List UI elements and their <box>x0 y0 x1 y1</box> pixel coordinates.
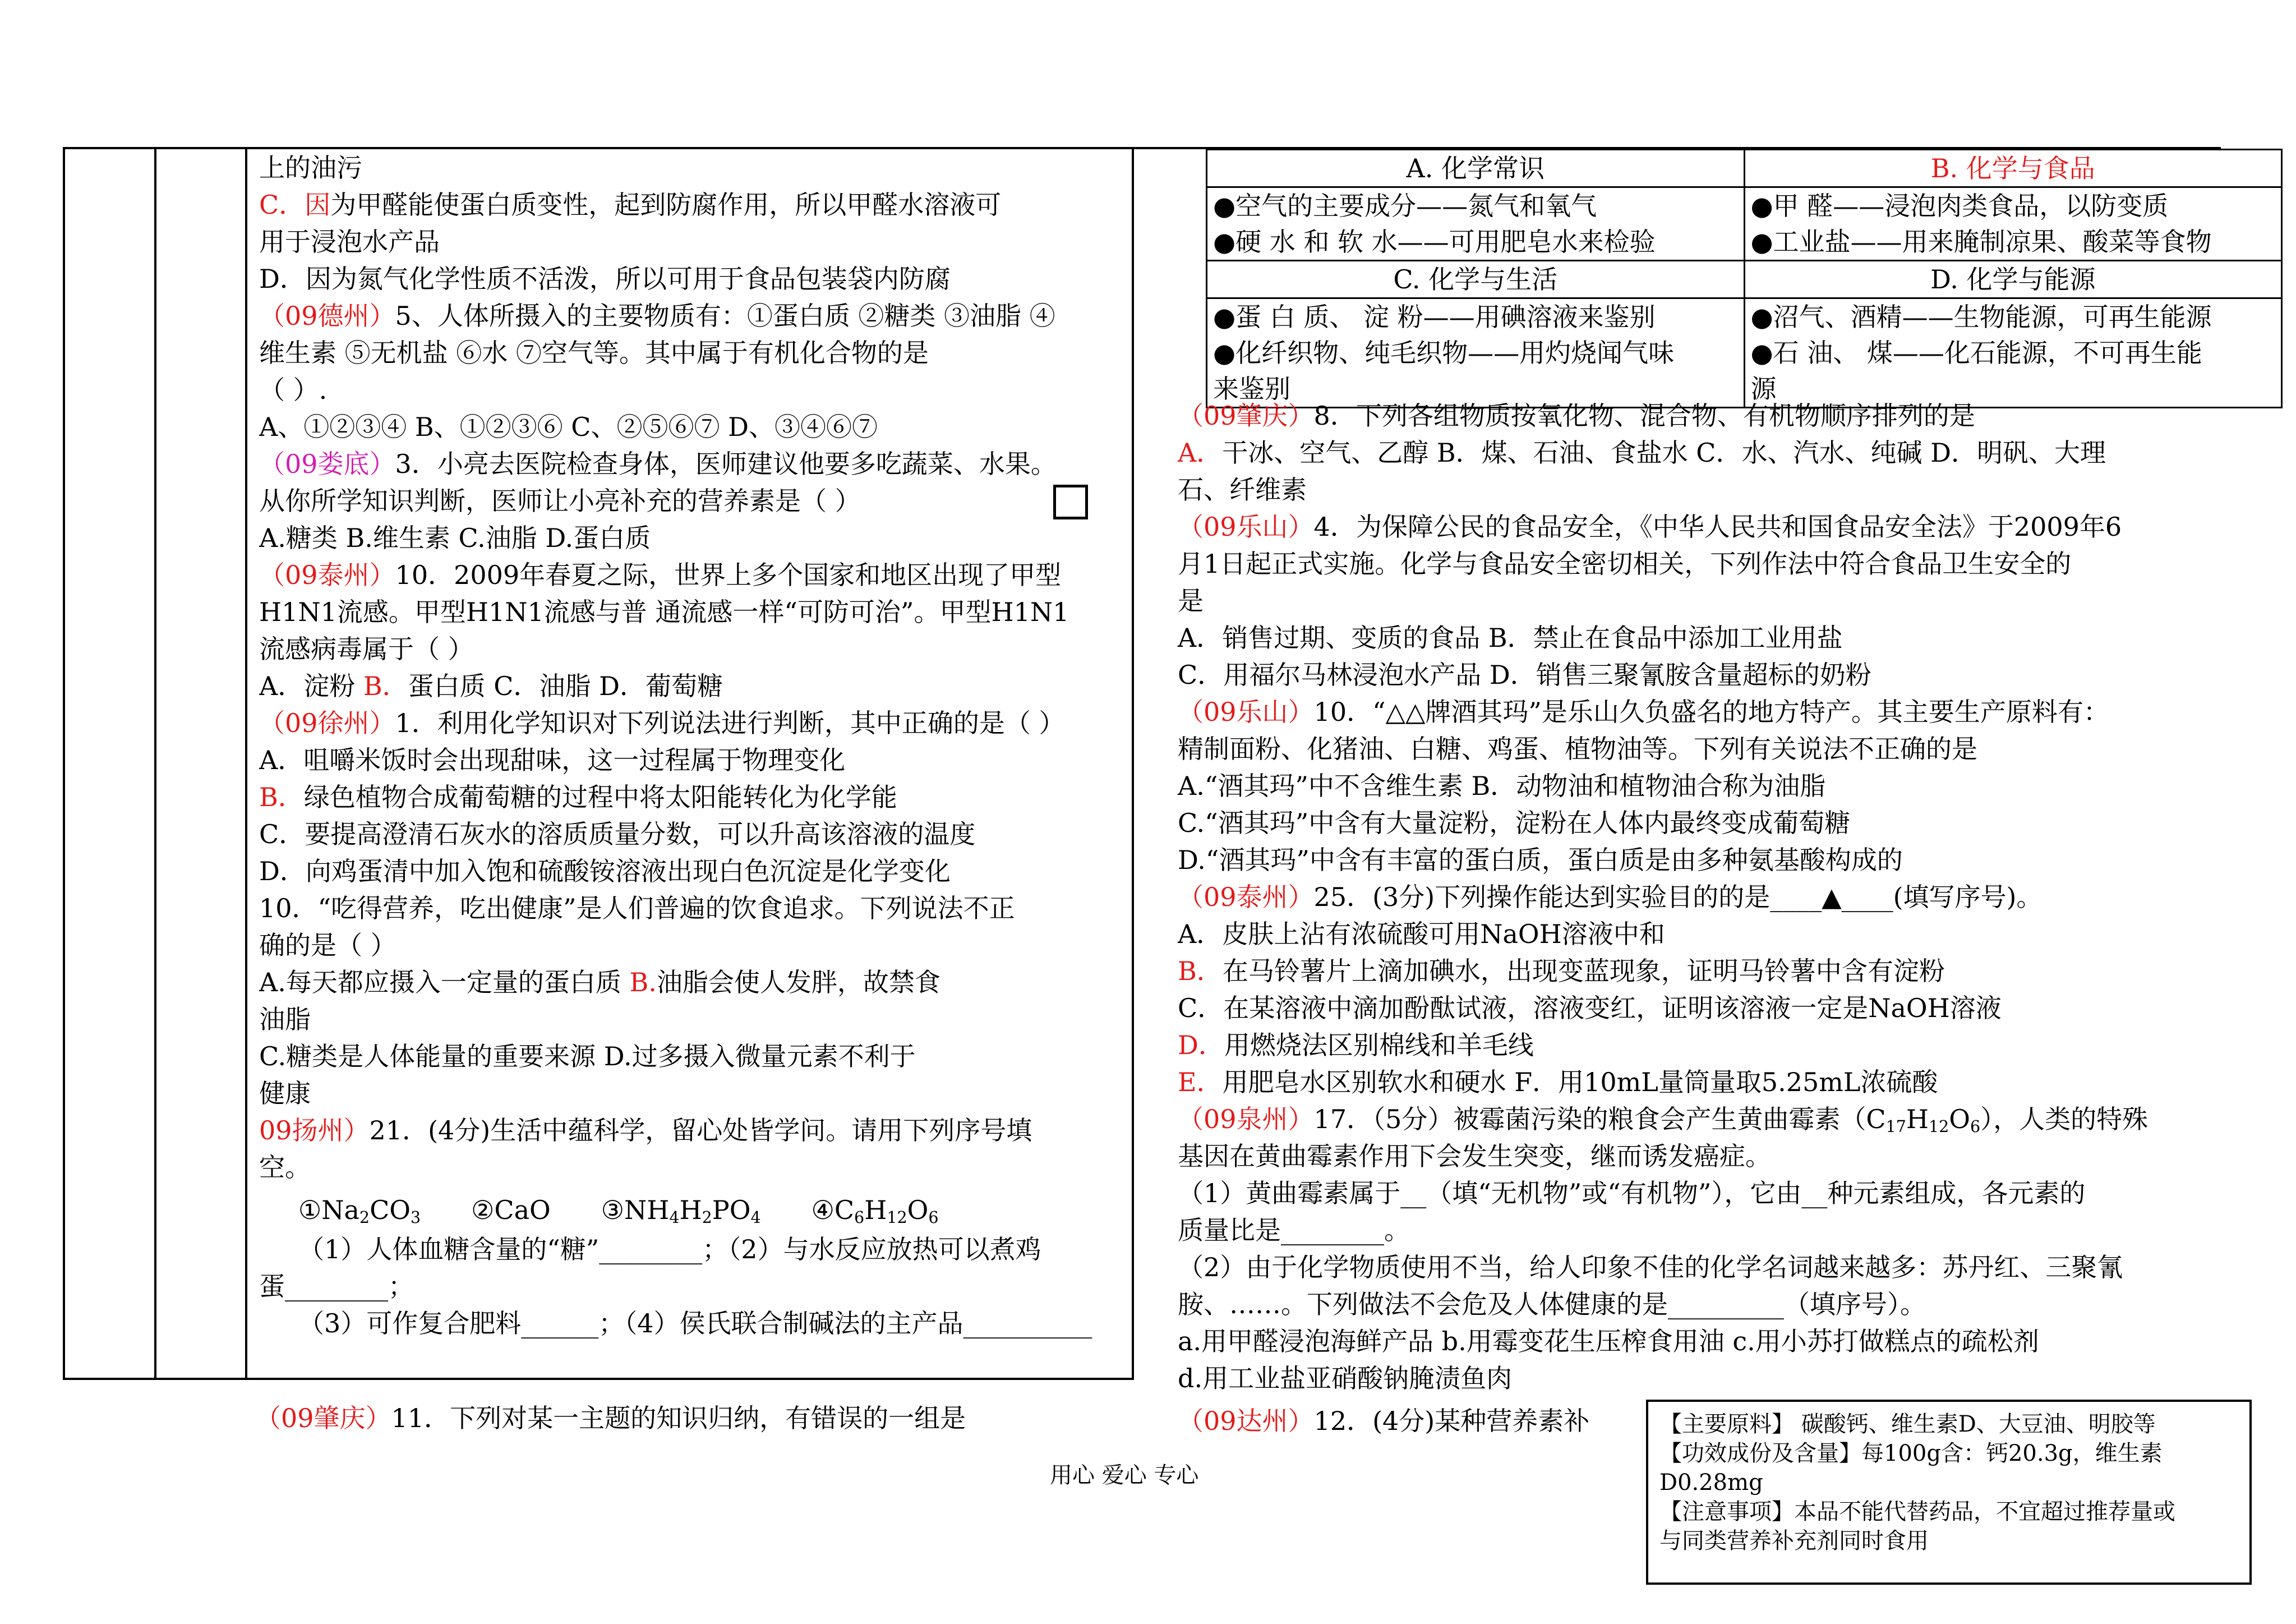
right-line: 胺、……。下列做法不会危及人体健康的是_________（填序号）。 <box>1178 1289 1926 1319</box>
right-line: A.“酒其玛”中不含维生素 B．动物油和植物油合称为油脂 <box>1178 771 1826 801</box>
left-box-top <box>63 147 1134 149</box>
left-box-edge-4 <box>1132 147 1134 1380</box>
right-line: 基因在黄曲霉素作用下会发生突变，继而诱发癌症。 <box>1178 1141 1771 1171</box>
left-line: 上的油污 <box>259 155 362 183</box>
right-line: C.“酒其玛”中含有大量淀粉，淀粉在人体内最终变成葡萄糖 <box>1178 808 1851 838</box>
knowledge-table <box>1206 149 2283 408</box>
left-box-edge-1 <box>63 147 65 1380</box>
left-line: （ ）. <box>259 375 328 405</box>
table-head-c: C. 化学与生活 <box>1207 261 1745 298</box>
right-line: （09乐山）10．“△△牌酒其玛”是乐山久负盛名的地方特产。其主要生产原料有： <box>1178 697 2109 727</box>
right-line: 质量比是________。 <box>1178 1215 1410 1245</box>
left-box-edge-2 <box>154 147 156 1380</box>
table-head-a: A. 化学常识 <box>1207 150 1745 187</box>
right-line: 是 <box>1178 586 1204 616</box>
table-cell-a: ●空气的主要成分——氮气和氧气 ●硬 水 和 软 水——可用肥皂水来检验 <box>1207 187 1745 261</box>
left-line: 油脂 <box>259 1004 311 1034</box>
right-line: （09肇庆）8．下列各组物质按氧化物、混合物、有机物顺序排列的是 <box>1178 401 1975 431</box>
left-line: B．绿色植物合成葡萄糖的过程中将太阳能转化为化学能 <box>259 782 897 812</box>
right-line: D.“酒其玛”中含有丰富的蛋白质，蛋白质是由多种氨基酸构成的 <box>1178 845 1903 875</box>
left-line: A.糖类 B.维生素 C.油脂 D.蛋白质 <box>259 523 651 553</box>
left-line: （09娄底）3．小亮去医院检查身体，医师建议他要多吃蔬菜、水果。 <box>259 449 1057 479</box>
right-line: （09泰州）25．(3分)下列操作能达到实验目的的是____▲____(填写序号)。 <box>1178 882 2043 912</box>
right-line: E．用肥皂水区别软水和硬水 F．用10mL量筒量取5.25mL浓硫酸 <box>1178 1067 1938 1097</box>
right-line: A．销售过期、变质的食品 B．禁止在食品中添加工业用盐 <box>1178 623 1843 653</box>
left-line: （3）可作复合肥料______；（4）侯氏联合制碱法的主产品__________ <box>298 1308 1092 1338</box>
left-line: 空。 <box>259 1152 311 1183</box>
left-box-bottom <box>63 1378 1134 1380</box>
left-column-text <box>259 155 1128 1375</box>
right-line: （1）黄曲霉素属于__（填“无机物”或“有机物”），它由__种元素组成，各元素的 <box>1178 1178 2086 1208</box>
answer-square <box>1053 485 1088 519</box>
left-line: C．要提高澄清石灰水的溶质质量分数，可以升高该溶液的温度 <box>259 819 976 849</box>
table-cell-d: ●沼气、酒精——生物能源，可再生能源 ●石 油、 煤——化石能源，不可再生能 源 <box>1744 298 2282 408</box>
table-cell-c: ●蛋 白 质、 淀 粉——用碘溶液来鉴别 ●化纤织物、纯毛织物——用灼烧闻气味 来鉴别 <box>1207 298 1745 408</box>
formula-line: $①Na_2CO_3$ ②CaO $③NH_4H_2PO_4$ $④C_6H_{12}O_6$ <box>298 1195 939 1227</box>
left-line: C．因为甲醛能使蛋白质变性，起到防腐作用，所以甲醛水溶液可 <box>259 190 1002 220</box>
left-line: 用于浸泡水产品 <box>259 227 440 257</box>
right-line: D．用燃烧法区别棉线和羊毛线 <box>1178 1030 1534 1060</box>
right-line: 月1日起正式实施。化学与食品安全密切相关，下列作法中符合食品卫生安全的 <box>1178 549 2072 579</box>
right-line: A．皮肤上沾有浓硫酸可用NaOH溶液中和 <box>1178 919 1665 949</box>
left-line: A.每天都应摄入一定量的蛋白质 B.油脂会使人发胖，故禁食 <box>259 967 940 997</box>
right-line: （2）由于化学物质使用不当，给人印象不佳的化学名词越来越多：苏丹红、三聚氰 <box>1178 1252 2123 1282</box>
right-line: d.用工业盐亚硝酸钠腌渍鱼肉 <box>1178 1363 1513 1393</box>
question-12-dazhou: （09达州）12．(4分)某种营养素补 <box>1178 1406 1590 1436</box>
right-line: C．在某溶液中滴加酚酞试液，溶液变红，证明该溶液一定是NaOH溶液 <box>1178 993 2002 1023</box>
right-line: C．用福尔马林浸泡水产品 D．销售三聚氰胺含量超标的奶粉 <box>1178 660 1871 690</box>
right-line: 精制面粉、化猪油、白糖、鸡蛋、植物油等。下列有关说法不正确的是 <box>1178 734 1977 764</box>
left-line: 从你所学知识判断，医师让小亮补充的营养素是（ ） <box>259 486 861 516</box>
left-line: 流感病毒属于（ ） <box>259 634 474 664</box>
question-11-zhaoqing: （09肇庆）11．下列对某一主题的知识归纳，有错误的一组是 <box>255 1403 966 1433</box>
left-line: （09德州）5、人体所摄入的主要物质有：①蛋白质 ②糖类 ③油脂 ④ <box>259 301 1055 331</box>
footer-motto: 用心 爱心 专心 <box>1050 1462 1199 1488</box>
table-head-d: D. 化学与能源 <box>1744 261 2282 298</box>
left-box-edge-3 <box>245 147 247 1380</box>
left-line: 健康 <box>259 1078 311 1108</box>
right-line: a.用甲醛浸泡海鲜产品 b.用霉变花生压榨食用油 c.用小苏打做糕点的疏松剂 <box>1178 1326 2039 1356</box>
left-line: H1N1流感。甲型H1N1流感与普 通流感一样“可防可治”。甲型H1N1 <box>259 597 1069 627</box>
right-line: B．在马铃薯片上滴加碘水，出现变蓝现象，证明马铃薯中含有淀粉 <box>1178 956 1945 986</box>
table-head-b: B. 化学与食品 <box>1744 150 2282 187</box>
left-line: D．向鸡蛋清中加入饱和硫酸铵溶液出现白色沉淀是化学变化 <box>259 856 951 886</box>
right-line: （09乐山）4．为保障公民的食品安全，《中华人民共和国食品安全法》于2009年6 <box>1178 512 2122 542</box>
left-line: 09扬州）21．(4分)生活中蕴科学，留心处皆学问。请用下列序号填 <box>259 1115 1032 1145</box>
left-line: C.糖类是人体能量的重要来源 D.过多摄入微量元素不利于 <box>259 1041 916 1071</box>
left-line: A．淀粉 B．蛋白质 C．油脂 D．葡萄糖 <box>259 671 723 701</box>
left-line: （1）人体血糖含量的“糖”________；（2）与水反应放热可以煮鸡 <box>298 1234 1041 1264</box>
right-line: 石、纤维素 <box>1178 475 1307 505</box>
left-line: A、①②③④ B、①②③⑥ C、②⑤⑥⑦ D、③④⑥⑦ <box>259 412 878 442</box>
left-line: （09泰州）10．2009年春夏之际，世界上多个国家和地区出现了甲型 <box>259 560 1062 590</box>
right-line: A．干冰、空气、乙醇 B．煤、石油、食盐水 C．水、汽水、纯碱 D．明矾、大理 <box>1178 438 2106 468</box>
question-17-quanzhou: （09泉州）17．（5分）被霉菌污染的粮食会产生黄曲霉素$(C_{17}H_{12}O_6)$，人类的特殊 <box>1178 1104 2149 1137</box>
left-line: 10．“吃得营养，吃出健康”是人们普遍的饮食追求。下列说法不正 <box>259 893 1015 923</box>
supplement-info-box: 【主要原料】 碳酸钙、维生素D、大豆油、明胶等 【功效成份及含量】每100g含：钙20.3g，维生素 D0.28mg 【注意事项】本品不能代替药品，不宜超过推荐量或 与同类营养补充剂同时食用 <box>1646 1400 2252 1585</box>
left-line: A．咀嚼米饭时会出现甜味，这一过程属于物理变化 <box>259 745 846 775</box>
left-line: 确的是（ ） <box>259 930 397 960</box>
table-cell-b: ●甲 醛——浸泡肉类食品，以防变质 ●工业盐——用来腌制凉果、酸菜等食物 <box>1744 187 2282 261</box>
left-line: 维生素 ⑤无机盐 ⑥水 ⑦空气等。其中属于有机化合物的是 <box>259 338 929 368</box>
left-line: 蛋________； <box>259 1271 414 1301</box>
left-line: D．因为氮气化学性质不活泼，所以可用于食品包装袋内防腐 <box>259 264 951 294</box>
left-line: （09徐州）1．利用化学知识对下列说法进行判断，其中正确的是（ ） <box>259 708 1065 738</box>
